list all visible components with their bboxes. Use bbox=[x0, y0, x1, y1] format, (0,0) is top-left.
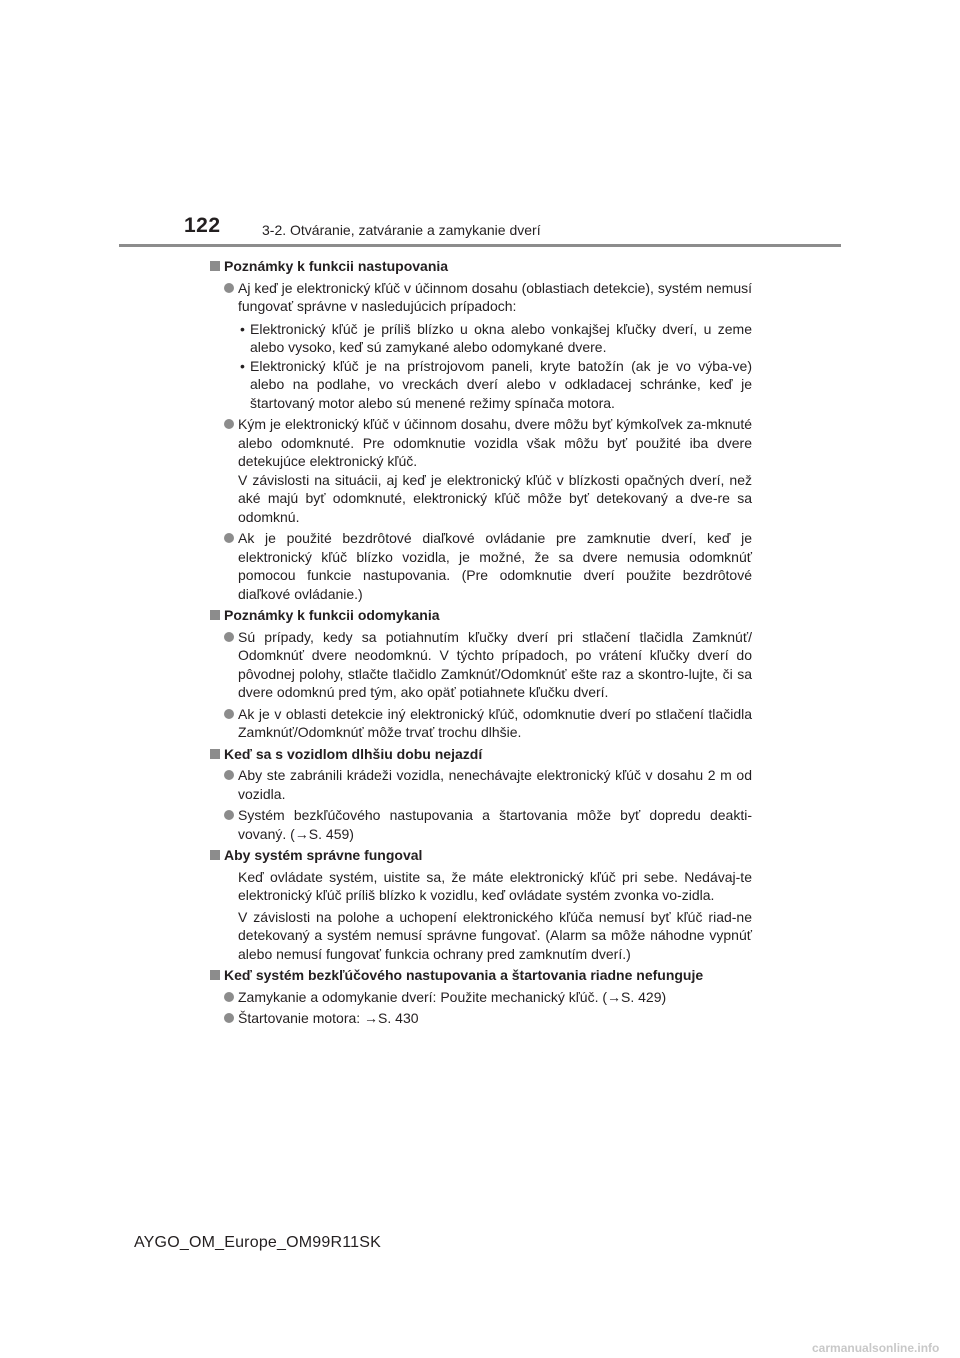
circle-bullet-icon bbox=[224, 992, 234, 1002]
section-heading: Aby systém správne fungoval bbox=[208, 846, 752, 865]
square-bullet-icon bbox=[210, 261, 220, 271]
circle-bullet-icon bbox=[224, 709, 234, 719]
paragraph: V závislosti na polohe a uchopení elektronického kľúča nemusí byť kľúč riad-ne detekovaný a systém nemusí správne fungovať. (Alarm sa môže náhodne vypnúť alebo nemusí fungovať funkcia ochrany pred zamknutím dverí.) bbox=[238, 908, 752, 962]
section-heading: Poznámky k funkcii odomykania bbox=[208, 606, 752, 625]
list-item: Ak je v oblasti detekcie iný elektronický kľúč, odomknutie dverí po stlačení tlačidla Zamknúť/Odomknúť môže trvať trochu dlhšie. bbox=[208, 705, 752, 742]
circle-bullet-icon bbox=[224, 1013, 234, 1023]
circle-bullet-icon bbox=[224, 533, 234, 543]
section-heading: Keď systém bezkľúčového nastupovania a štartovania riadne nefunguje bbox=[208, 966, 752, 985]
list-item: Kým je elektronický kľúč v účinnom dosahu, dvere môžu byť kýmkoľvek za-mknuté alebo odomknuté. Pre odomknutie vozidla však môžu byť použité iba dvere detekujúce elektronický kľúč. V závislosti na situácii, aj keď je elektronický kľúč v blízkosti opačných dverí, než aké majú byť odomknuté, elektronický kľúč môže byť detekovaný a dve-re sa odomknú. bbox=[208, 415, 752, 526]
section-heading: Poznámky k funkcii nastupovania bbox=[208, 257, 752, 276]
square-bullet-icon bbox=[210, 749, 220, 759]
page-number: 122 bbox=[184, 214, 221, 237]
circle-bullet-icon bbox=[224, 632, 234, 642]
square-bullet-icon bbox=[210, 610, 220, 620]
list-item: Ak je použité bezdrôtové diaľkové ovládanie pre zamknutie dverí, keď je elektronický kľúč blízko vozidla, je možné, že sa dvere nemusia odomknúť pomocou funkcie nastupovania. (Pre odomknutie dverí použite bezdrôtové diaľkové ovládanie.) bbox=[208, 529, 752, 603]
watermark: carmanualsonline.info bbox=[812, 1341, 940, 1355]
sub-list-item: • Elektronický kľúč je príliš blízko u okna alebo vonkajšej kľučky dverí, u zeme alebo vysoko, keď sú zamykané alebo odomykané dvere. bbox=[240, 320, 752, 355]
list-item: Aj keď je elektronický kľúč v účinnom dosahu (oblastiach detekcie), systém nemusí fungovať správne v nasledujúcich prípadoch: bbox=[208, 279, 752, 316]
section-heading: Keď sa s vozidlom dlhšiu dobu nejazdí bbox=[208, 745, 752, 764]
list-item: Zamykanie a odomykanie dverí: Použite mechanický kľúč. (→S. 429) bbox=[208, 988, 752, 1007]
section-title: 3-2. Otváranie, zatváranie a zamykanie dverí bbox=[262, 222, 541, 238]
list-item: Aby ste zabránili krádeži vozidla, nenechávajte elektronický kľúč v dosahu 2 m od vozidla. bbox=[208, 766, 752, 803]
list-item: Systém bezkľúčového nastupovania a štartovania môže byť dopredu deakti-vovaný. (→S. 459) bbox=[208, 806, 752, 843]
list-item: Štartovanie motora: →S. 430 bbox=[208, 1009, 752, 1028]
square-bullet-icon bbox=[210, 850, 220, 860]
circle-bullet-icon bbox=[224, 770, 234, 780]
circle-bullet-icon bbox=[224, 283, 234, 293]
sub-list-item: • Elektronický kľúč je na prístrojovom paneli, kryte batožín (ak je vo výba-ve) alebo na podlahe, vo vreckách dverí alebo v odkladacej schránke, keď je štartovaný motor alebo sú menené režimy spínača motora. bbox=[240, 357, 752, 411]
circle-bullet-icon bbox=[224, 810, 234, 820]
page-content bbox=[208, 254, 752, 1028]
document-id: AYGO_OM_Europe_OM99R11SK bbox=[134, 1234, 381, 1251]
circle-bullet-icon bbox=[224, 419, 234, 429]
square-bullet-icon bbox=[210, 970, 220, 980]
header-divider bbox=[119, 244, 841, 247]
paragraph: Keď ovládate systém, uistite sa, že máte elektronický kľúč pri sebe. Nedávaj-te elektronický kľúč príliš blízko k vozidlu, keď ovládate systém zvonka vo-zidla. bbox=[238, 868, 752, 903]
list-item: Sú prípady, kedy sa potiahnutím kľučky dverí pri stlačení tlačidla Zamknúť/ Odomknúť dvere neodomknú. V týchto prípadoch, po vrátení kľučky dverí do pôvodnej polohy, stlačte tlačidlo Zamknúť/Odomknúť ešte raz a skontro-lujte, či sa dvere odomknú pred tým, ako opäť potiahnete kľučku dverí. bbox=[208, 628, 752, 702]
